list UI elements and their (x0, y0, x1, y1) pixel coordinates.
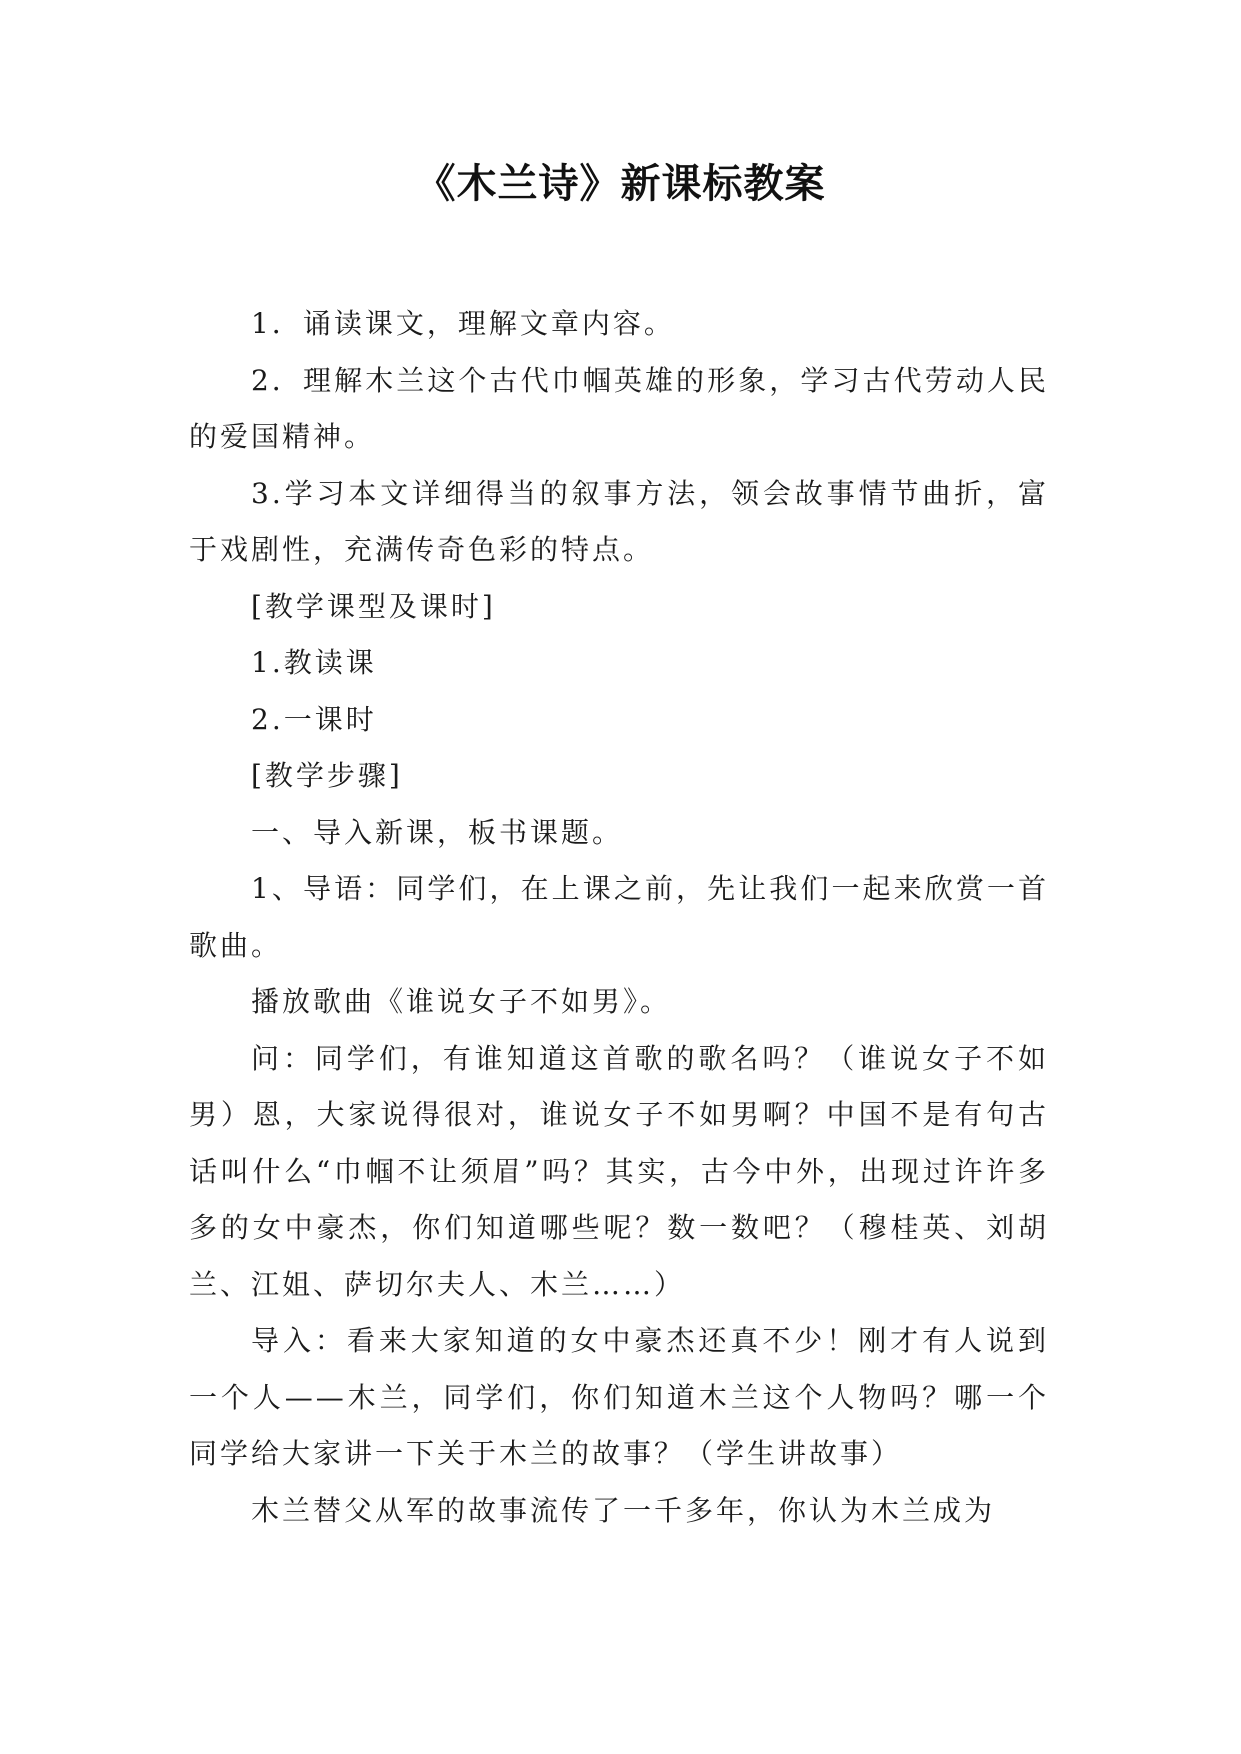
paragraph-objective-2: 2．理解木兰这个古代巾帼英雄的形象，学习古代劳动人民的爱国精神。 (189, 363, 1049, 453)
paragraph-step-1: 一、导入新课，板书课题。 (251, 815, 624, 849)
paragraph-objective-3: 3.学习本文详细得当的叙事方法，领会故事情节曲折，富于戏剧性，充满传奇色彩的特点。 (189, 476, 1049, 566)
paragraph-intro: 1、导语：同学们，在上课之前，先让我们一起来欣赏一首歌曲。 (189, 872, 1049, 962)
section-heading-teaching-steps: [教学步骤] (251, 759, 403, 792)
document-body (189, 296, 1049, 1539)
paragraph-song: 播放歌曲《谁说女子不如男》。 (251, 985, 672, 1018)
paragraph-objective-1: 1．诵读课文，理解文章内容。 (251, 307, 675, 340)
paragraph-lesson-type-2: 2.一课时 (251, 702, 377, 736)
paragraph-question: 问：同学们，有谁知道这首歌的歌名吗？（谁说女子不如男）恩，大家说得很对，谁说女子不如男啊？中国不是有句古话叫什么“巾帼不让须眉”吗？其实，古今中外，出现过许许多多的女中豪杰，你们知道哪些呢？数一数吧？（穆桂英、刘胡兰、江姐、萨切尔夫人、木兰……） (189, 1041, 1049, 1301)
paragraph-mulan-story: 木兰替父从军的故事流传了一千多年，你认为木兰成为 (251, 1493, 996, 1527)
document-title: 《木兰诗》新课标教案 (415, 161, 826, 207)
paragraph-lead-in: 导入：看来大家知道的女中豪杰还真不少！刚才有人说到一个人——木兰，同学们，你们知道木兰这个人物吗？哪一个同学给大家讲一下关于木兰的故事？（学生讲故事） (189, 1324, 1049, 1470)
section-heading-lesson-type: [教学课型及课时] (251, 589, 496, 623)
paragraph-lesson-type-1: 1.教读课 (251, 646, 377, 679)
